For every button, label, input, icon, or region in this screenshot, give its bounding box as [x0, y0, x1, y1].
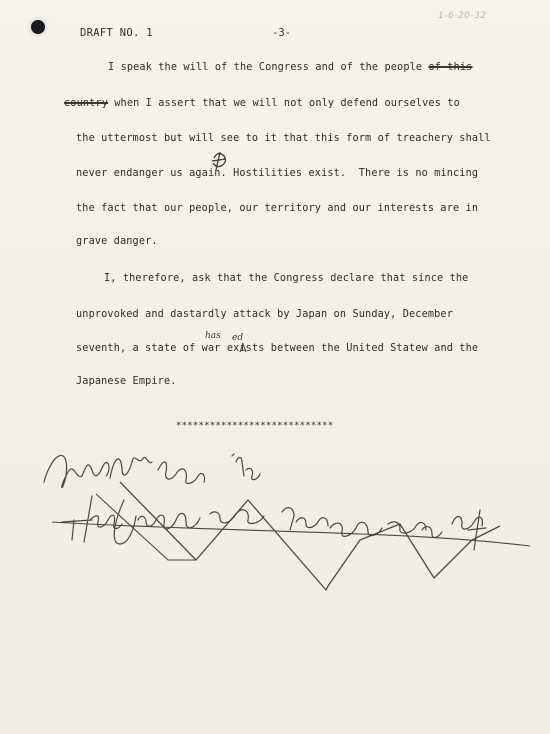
separator-stars: **************************** — [176, 421, 334, 431]
handwriting-line2 — [62, 496, 486, 550]
paragraph1-line6: grave danger. — [76, 236, 158, 247]
paragraph1-line5: the fact that our people, our territory and our interests are in — [76, 203, 479, 214]
struck-text: country — [64, 98, 108, 109]
draft-label: DRAFT NO. 1 — [80, 27, 153, 39]
page-number: -3- — [272, 27, 291, 39]
insertion-mark — [212, 152, 226, 170]
paragraph1-line3: the uttermost but will see to it that this form of treachery shall — [76, 133, 491, 144]
archive-mark: 1-6-20-32 — [438, 11, 487, 21]
insertion-caret — [240, 344, 246, 352]
strike-zigzag — [120, 482, 500, 590]
struck-text: of this — [428, 62, 473, 73]
insertion-has: has — [205, 331, 221, 341]
insertion-ed: ed — [232, 333, 244, 343]
paragraph2-line2: unprovoked and dastardly attack by Japan on Sunday, December — [76, 309, 454, 320]
paragraph1-line2: country when I assert that we will not only defend ourselves to — [64, 98, 460, 109]
paragraph1-line4: never endanger us again. Hostilities exist. There is no mincing — [76, 168, 479, 179]
paragraph2-line3: seventh, a state of war exists between the United Statew and the — [76, 343, 479, 354]
paragraph1-line1: I speak the will of the Congress and of the people of this — [108, 62, 473, 73]
paragraph2-line4: Japanese Empire. — [76, 376, 177, 387]
paragraph2-line1: I, therefore, ask that the Congress declare that since the — [104, 273, 469, 284]
handwriting-line1 — [44, 454, 260, 488]
edited-word: exists — [226, 343, 265, 354]
